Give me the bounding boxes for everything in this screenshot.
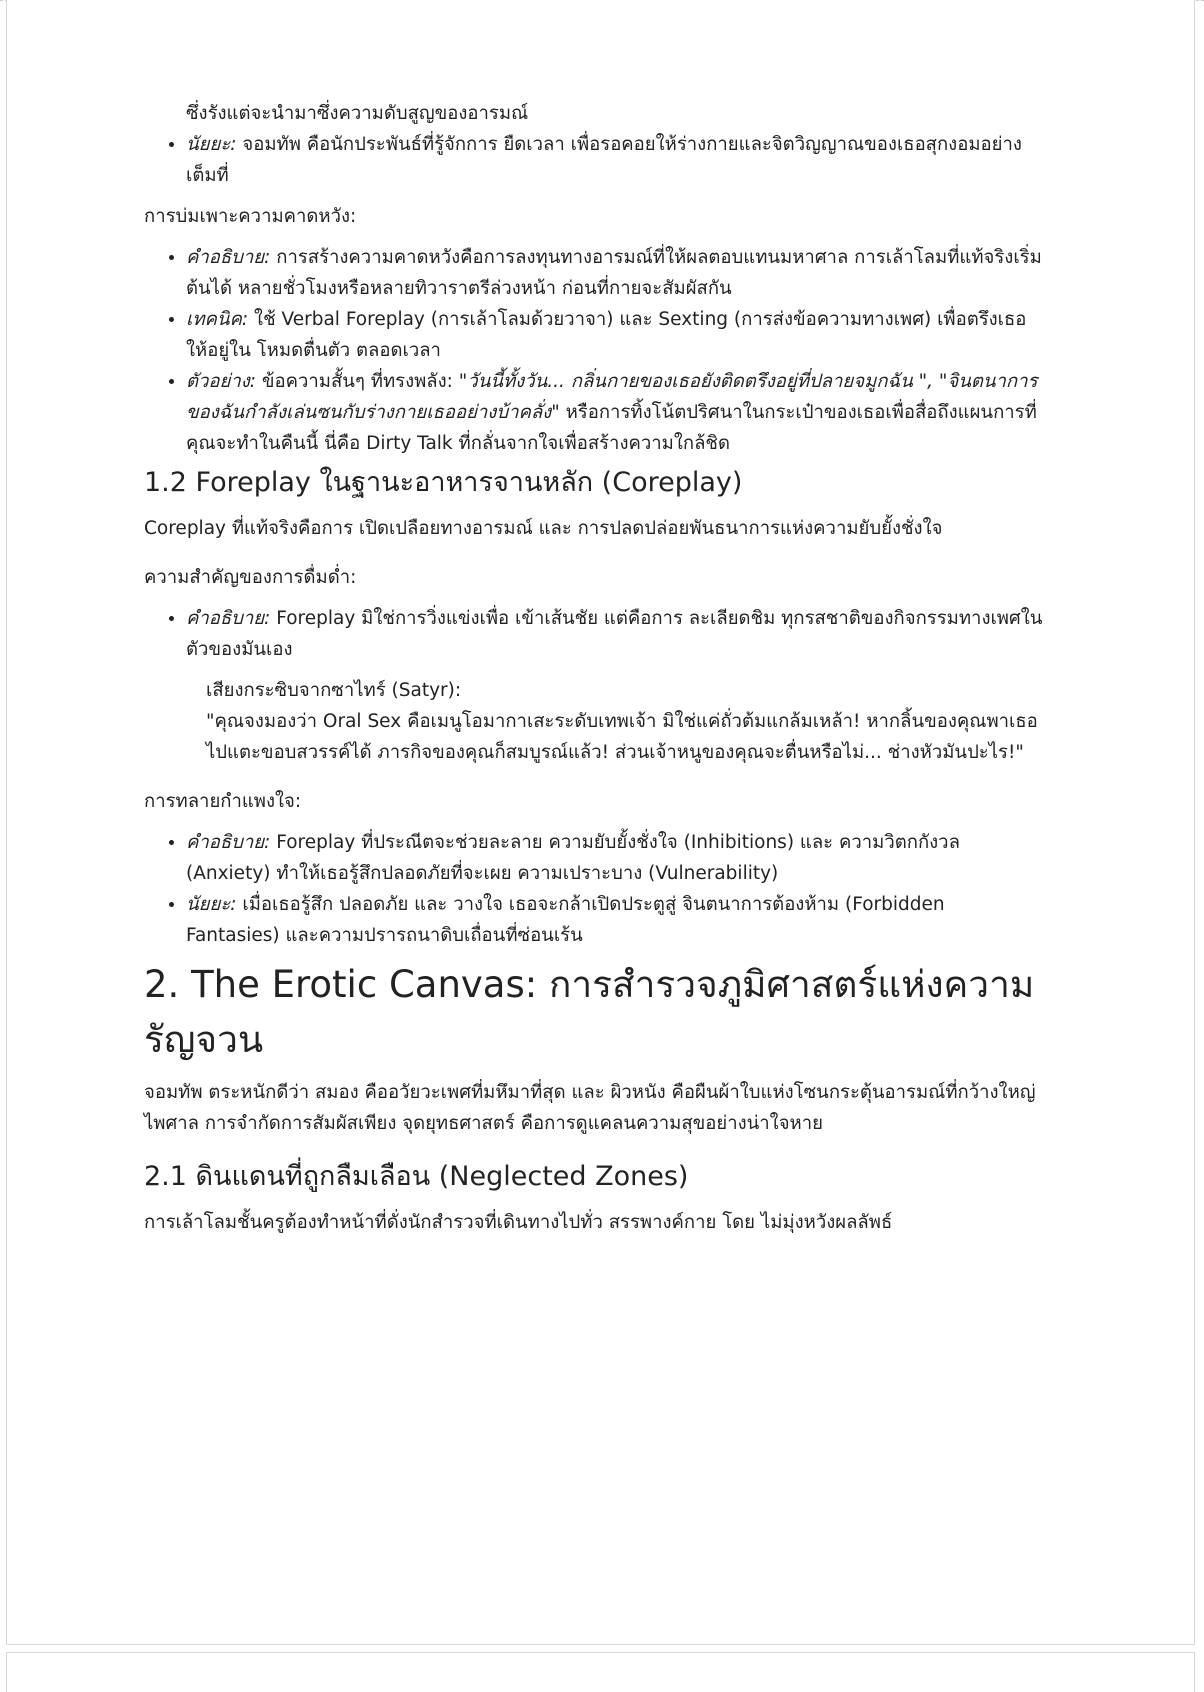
section-heading-anticipation: การบ่มเพาะความคาดหวัง: xyxy=(144,206,357,227)
paragraph-erotic-canvas: จอมทัพ ตระหนักดีว่า สมอง คืออวัยวะเพศที่มหึมาที่สุด และ ผิวหนัง คือผืนผ้าใบแห่งโซนกระตุ้นอารมณ์ที่กว้างใหญ่ไพศาล การจำกัดการสัมผัสเพียง จุดยุทธศาสตร์ คือการดูแคลนความสุขอย่างน่าใจหาย xyxy=(144,1082,1036,1134)
list-item xyxy=(186,603,1044,665)
item-label: นัยยะ: xyxy=(186,134,237,155)
heading-1-2: 1.2 Foreplay ในฐานะอาหารจานหลัก (Coreplay) xyxy=(144,467,743,498)
list-item xyxy=(186,304,1044,366)
list-item xyxy=(186,129,1044,191)
paragraph-neglected-zones: การเล้าโลมชั้นครูต้องทำหน้าที่ดั่งนักสำรวจที่เดินทางไปทั่ว สรรพางค์กาย โดย ไม่มุ่งหวังผลลัพธ์ xyxy=(144,1212,893,1233)
section-heading-walls: การทลายกำแพงใจ: xyxy=(144,791,302,812)
item-text-tail: หรือการทิ้งโน้ตปริศนาในกระเป๋าของเธอเพื่อสื่อถึงแผนการที่คุณจะทำในคืนนี้ นี่คือ Dirty Talk ที่กลั่นจากใจเพื่อสร้างความใกล้ชิด xyxy=(186,402,1037,454)
bullet-list-immersion xyxy=(144,603,1044,665)
list-item xyxy=(186,827,1044,889)
list-item xyxy=(186,242,1044,304)
heading-2: 2. The Erotic Canvas: การสำรวจภูมิศาสตร์แห่งความรัญจวน xyxy=(144,963,1035,1061)
list-item xyxy=(186,366,1044,459)
section-heading-immersion: ความสำคัญของการดื่มด่ำ: xyxy=(144,567,357,588)
item-label: คำอธิบาย: xyxy=(186,247,271,268)
document-content xyxy=(144,98,1044,1238)
item-text: ข้อความสั้นๆ ที่ทรงพลัง: xyxy=(256,371,459,392)
item-label: คำอธิบาย: xyxy=(186,608,271,629)
item-text: เมื่อเธอรู้สึก ปลอดภัย และ วางใจ เธอจะกล้าเปิดประตูสู่ จินตนาการต้องห้าม (Forbidden Fantasies) และความปรารถนาดิบเถื่อนที่ซ่อนเร้น xyxy=(186,894,945,946)
item-text: ใช้ Verbal Foreplay (การเล้าโลมด้วยวาจา) และ Sexting (การส่งข้อความทางเพศ) เพื่อตรึงเธอให้อยู่ใน โหมดตื่นตัว ตลอดเวลา xyxy=(186,309,1027,361)
satyr-callout xyxy=(144,675,1044,768)
item-label: ตัวอย่าง: xyxy=(186,371,257,392)
item-text: จอมทัพ คือนักประพันธ์ที่รู้จักการ ยืดเวลา เพื่อรอคอยให้ร่างกายและจิตวิญญาณของเธอสุกงอมอย่างเต็มที่ xyxy=(186,134,1022,186)
bullet-list-continued xyxy=(144,129,1044,191)
item-label: คำอธิบาย: xyxy=(186,832,271,853)
item-text: การสร้างความคาดหวังคือการลงทุนทางอารมณ์ที่ให้ผลตอบแทนมหาศาล การเล้าโลมที่แท้จริงเริ่มต้นได้ หลายชั่วโมงหรือหลายทิวาราตรีล่วงหน้า ก่อนที่กายจะสัมผัสกัน xyxy=(186,247,1042,299)
bullet-list-walls xyxy=(144,827,1044,951)
heading-2-1: 2.1 ดินแดนที่ถูกลืมเลือน (Neglected Zones) xyxy=(144,1161,689,1192)
item-label: เทคนิค: xyxy=(186,309,249,330)
list-item xyxy=(186,889,1044,951)
item-text: Foreplay มิใช่การวิ่งแข่งเพื่อ เข้าเส้นชัย แต่คือการ ละเลียดชิม ทุกรสชาติของกิจกรรมทางเพศในตัวของมันเอง xyxy=(186,608,1043,660)
paragraph-coreplay: Coreplay ที่แท้จริงคือการ เปิดเปลือยทางอารมณ์ และ การปลดปล่อยพันธนาการแห่งความยับยั้งชั่งใจ xyxy=(144,518,943,539)
item-text: Foreplay ที่ประณีตจะช่วยละลาย ความยับยั้งชั่งใจ (Inhibitions) และ ความวิตกกังวล (Anxiety) ทำให้เธอรู้สึกปลอดภัยที่จะเผย ความเปราะบาง (Vulnerability) xyxy=(186,832,960,884)
callout-quote: "คุณจงมองว่า Oral Sex คือเมนูโอมากาเสะระดับเทพเจ้า มิใช่แค่ถั่วต้มแกล้มเหล้า! หากลิ้นของคุณพาเธอไปแตะขอบสวรรค์ได้ ภารกิจของคุณก็สมบูรณ์แล้ว! ส่วนเจ้าหนูของคุณจะตื่นหรือไม่... ช่างหัวมันปะไร!" xyxy=(206,711,1038,763)
example-quote: "วันนี้ทั้งวัน... กลิ่นกายของเธอยังติดตรึงอยู่ที่ปลายจมูกฉัน ", "จินตนาการของฉันกำลังเล่นซนกับร่างกายเธออย่างบ้าคลั่ง" xyxy=(186,371,1038,423)
callout-title: เสียงกระซิบจากซาไทร์ (Satyr): xyxy=(206,680,462,701)
item-label: นัยยะ: xyxy=(186,894,237,915)
bullet-list-anticipation xyxy=(144,242,1044,459)
next-page-edge xyxy=(6,1652,1195,1692)
continued-line: ซึ่งรังแต่จะนำมาซึ่งความดับสูญของอารมณ์ xyxy=(186,103,529,124)
